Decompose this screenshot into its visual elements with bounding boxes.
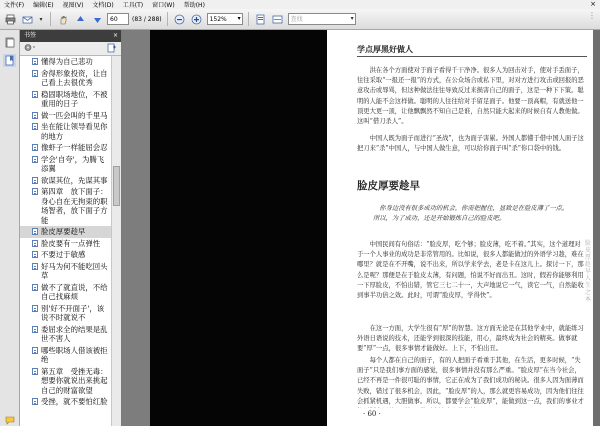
comments-icon[interactable]	[3, 414, 16, 426]
next-page-icon[interactable]	[90, 12, 104, 26]
bookmark-scrollbar[interactable]	[111, 56, 121, 426]
bookmark-item[interactable]: 第五章 受挫无毒：想要你就说出来挑起自己的财富欲望	[20, 366, 112, 397]
bookmark-page-icon	[32, 188, 38, 195]
bookmarks-panel-header	[20, 30, 121, 42]
bookmark-page-icon	[32, 70, 38, 77]
fit-width-icon[interactable]	[271, 12, 285, 26]
zoom-in-icon[interactable]	[190, 12, 204, 26]
bookmark-item-selected[interactable]: 脸皮厚要趁早	[20, 226, 112, 238]
vertical-side-note: 脸皮厚趁早人生之本	[585, 240, 592, 303]
find-input[interactable]: 查找 ▾	[288, 13, 356, 25]
bookmark-page-icon	[32, 58, 38, 65]
bookmarks-panel-title: 书签	[24, 32, 37, 39]
menu-window[interactable]: 窗口(W)	[152, 2, 175, 9]
bookmarks-panel	[20, 30, 122, 426]
menu-edit[interactable]: 编辑(E)	[33, 2, 54, 9]
bookmark-item[interactable]: 哪些职场人借该被拒绝	[20, 345, 112, 366]
document-page	[327, 30, 593, 426]
bookmark-page-icon	[32, 263, 38, 270]
toolbar	[0, 9, 600, 30]
pages-icon[interactable]	[3, 36, 16, 49]
bookmark-page-icon	[32, 240, 38, 247]
email-icon[interactable]	[20, 12, 34, 26]
close-panel-icon[interactable]: ×	[112, 32, 118, 39]
bookmark-page-icon	[32, 123, 38, 130]
header-rule	[357, 56, 587, 57]
section-epigraph: 你身边没有很多成功的机会，你需把握住，显致是在脸皮薄了一点。所以，为了成功，还是开始锻炼自己的脸皮吧。	[373, 205, 569, 222]
paragraph: 中国人既为面子而进行“圣战”，也为面子害累。外国人都懂于借中国人面子这把刀来“杀”中国人，与中国人做生意，可以给你面子叫“杀”你口袋中的钱。	[357, 135, 584, 153]
bookmark-item[interactable]: 受挫，就不要怕红脸	[20, 396, 112, 408]
bookmark-item[interactable]: 舍得形象投资，让自己看上去很优秀	[20, 68, 112, 89]
previous-page-region	[150, 30, 349, 426]
menu-bar	[0, 0, 600, 9]
menu-document[interactable]: 文档(D)	[92, 2, 114, 9]
scrollbar-thumb[interactable]	[113, 166, 120, 206]
page-number-input[interactable]: 60	[107, 13, 129, 25]
bookmark-page-icon	[32, 144, 38, 151]
bookmark-item[interactable]: 稳固职场地位，不被重用的日子	[20, 89, 112, 110]
print-icon[interactable]	[3, 12, 17, 26]
paragraph: 每个人都在自己的面子，有的人把面子看重于其他，在生活，更多时候，“失面子”只是我们事方面的感觉，很多事情并没有那么严重。“脸皮厚”在当今社会，已经不再是一件很可耻的事情，它正在成为了我们成功的秘诀。很多人因为面薄而失败，错过了很多机会，因此，“脸皮厚”的人，那么就更容易成功，因为他们往往会抓紧机遇，大胆做事。所以，都要学会“脸皮厚”，能做到这一点，我们的事业才	[357, 357, 584, 405]
bookmark-item[interactable]: 欲谋其位，先谋其事	[20, 175, 112, 187]
bookmark-page-icon	[32, 368, 38, 375]
bookmark-page-icon	[32, 251, 38, 258]
running-header: 学点厚黑好做人	[357, 44, 413, 54]
expand-bookmark-icon[interactable]	[107, 43, 117, 55]
page-number: · 60 ·	[363, 410, 381, 418]
bookmark-page-icon	[32, 112, 38, 119]
bookmark-item[interactable]: 坐在能让领导看见你的地方	[20, 121, 112, 142]
email-dropdown-icon[interactable]: ▾	[39, 15, 43, 23]
page-edge	[593, 30, 600, 426]
bookmark-item[interactable]: 不要过于敏感	[20, 249, 112, 261]
bookmark-page-icon	[32, 305, 38, 312]
bookmark-item[interactable]: 第四章 放下面子：身心自在无拘束的职场智者，放下面子方能	[20, 186, 112, 226]
menu-tools[interactable]: 工具(T)	[122, 2, 144, 9]
bookmark-page-icon	[32, 398, 38, 405]
navigation-pane	[0, 30, 20, 426]
hand-tool-icon[interactable]	[56, 12, 70, 26]
bookmark-item[interactable]: 学会'自夸'，为腾飞添翼	[20, 154, 112, 175]
section-title: 脸皮厚要趁早	[357, 180, 420, 192]
page-count-label: (83 / 288)	[132, 15, 162, 23]
bookmarks-toolbar	[20, 42, 121, 56]
fit-page-icon[interactable]	[254, 12, 268, 26]
toolbar-grip-icon: ⋮	[588, 11, 596, 20]
bookmark-item[interactable]: 别'好不开面子'，该说不时就说不	[20, 303, 112, 324]
menu-view[interactable]: 视图(V)	[62, 2, 84, 9]
paragraph: 中国民间有句俗话：“脸皮厚，吃个够；脸皮薄，吃不着。”其实，这个道理对于一个人事业的成功是非常管用的。比如说，很多人都能做过的外语学习趁，难在哪里？就是在不开嘴，说不出来，所以学来学去，老是卡在这儿上。探讨一下，那么是呢？那便是在于脸皮太薄，有问题，怕说不好而出丑。这时，假若你能够利用一下厚脸皮，不怕出错，管它三七二十一，大声地说它一气，读它一气，自然能收到事半功倍之效。此时，可谓“脸皮厚，学得快”。	[357, 241, 584, 300]
zoom-level-select[interactable]: 152% ▾	[207, 13, 243, 25]
bookmark-item[interactable]: 做一匹会叫的千里马	[20, 110, 112, 122]
menu-file[interactable]: 文件(F)	[4, 2, 25, 9]
bookmark-page-icon	[32, 177, 38, 184]
bookmark-item[interactable]: 委屈求全的结果是乱世不害人	[20, 324, 112, 345]
bookmark-page-icon	[32, 228, 38, 235]
bookmark-item[interactable]: 懂得为自己悲功	[20, 56, 112, 68]
bookmark-item[interactable]: 好马为何不能吃回头草	[20, 261, 112, 282]
bookmark-item[interactable]: 做不了就直说，不给自己找麻烦	[20, 282, 112, 303]
bookmark-page-icon	[32, 91, 38, 98]
paragraph: 洪在各个方面使对于面子看得千干净净。很多人为回击对手，使对手丢面子，往往采取“一报还一报”的方式，在公众场合或私下里，对对方进行攻击或回报的恶意攻击或辱骂，但这种做法往往导致反过来损害自己的面子，这是一种下下策。聪明的人能不会这样做。聪明的人往往给对手留足面子。他要一顶高帽，有就送他一顶更大更一顶，让他飘飘然不知自己是谁，自然只能大起来的时候自有人教他做。这叫“借刀杀人”。	[357, 67, 584, 126]
bookmark-page-icon	[32, 284, 38, 291]
paragraph: 在这一方面，大学生很有“厚”的智慧。这方面无论是在其他学业中，就能练习外语日语说的技术，还能学到很深的技能，用心，最终成为社会的精英。做事就要“厚”一点，很多事情才能做好。上下，不怕出丑。	[357, 325, 584, 353]
menu-help[interactable]: 帮助(H)	[183, 2, 205, 9]
bookmark-list	[20, 56, 112, 426]
zoom-out-icon[interactable]	[173, 12, 187, 26]
bookmark-page-icon	[32, 326, 38, 333]
bookmark-item[interactable]: 像虾子一样能屈会忍	[20, 142, 112, 154]
close-document-icon[interactable]: ×	[590, 0, 596, 8]
bookmarks-icon[interactable]	[3, 54, 16, 67]
bookmark-item[interactable]: 脸皮要有一点弹性	[20, 238, 112, 250]
previous-page-icon[interactable]	[73, 12, 87, 26]
options-icon[interactable]	[24, 43, 36, 54]
bookmark-page-icon	[32, 156, 38, 163]
bookmark-page-icon	[32, 347, 38, 354]
